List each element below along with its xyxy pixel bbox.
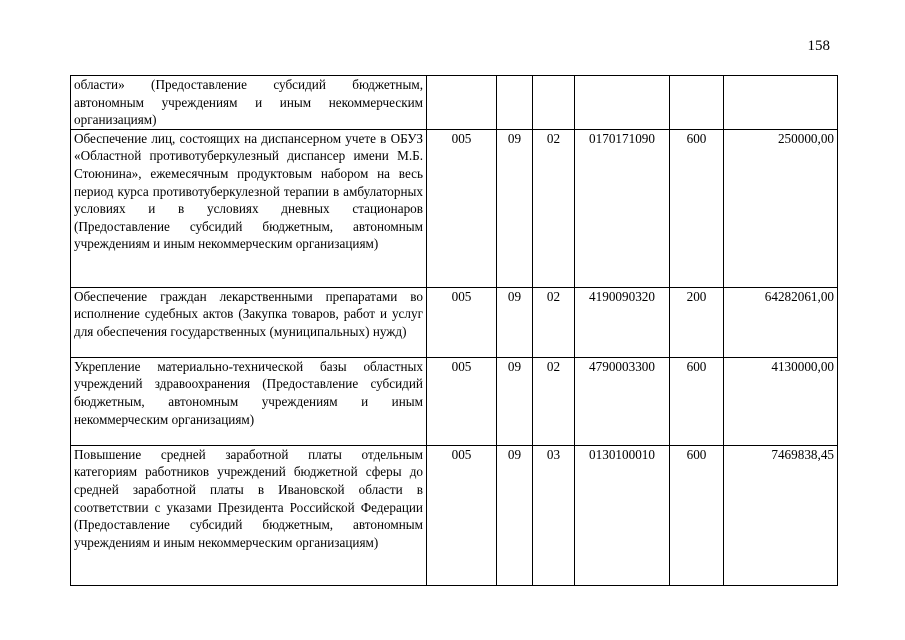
target-article-code: 0130100010 — [575, 445, 670, 585]
table-row — [71, 357, 838, 445]
row-description: Повышение средней заработной платы отдельным категориям работников учреждений бюджетной сферы до средней заработной платы в Ивановской области в соответствии с указами Президента Российской Федерации (Предоставление субсидий бюджетным, автономным учреждениям и иным некоммерческим организациям) — [71, 445, 427, 585]
expense-type-code: 600 — [670, 129, 724, 287]
ministry-code — [427, 76, 497, 130]
target-article-code — [575, 76, 670, 130]
table-row — [71, 287, 838, 357]
ministry-code: 005 — [427, 287, 497, 357]
subsection-code: 02 — [533, 287, 575, 357]
amount — [724, 76, 838, 130]
ministry-code: 005 — [427, 129, 497, 287]
ministry-code: 005 — [427, 445, 497, 585]
subsection-code: 02 — [533, 357, 575, 445]
row-description: Обеспечение лиц, состоящих на диспансерном учете в ОБУЗ «Областной противотуберкулезный диспансер имени М.Б. Стоюнина», ежемесячным продуктовым набором на весь период курса противотуберкулезной терапии в амбулаторных условиях и в условиях дневных стационаров (Предоставление субсидий бюджетным, автономным учреждениям и иным некоммерческим организациям) — [71, 129, 427, 287]
subsection-code: 03 — [533, 445, 575, 585]
expense-type-code: 200 — [670, 287, 724, 357]
subsection-code — [533, 76, 575, 130]
amount: 250000,00 — [724, 129, 838, 287]
amount: 64282061,00 — [724, 287, 838, 357]
section-code: 09 — [497, 445, 533, 585]
table-row — [71, 445, 838, 585]
amount: 7469838,45 — [724, 445, 838, 585]
target-article-code: 4790003300 — [575, 357, 670, 445]
section-code: 09 — [497, 287, 533, 357]
subsection-code: 02 — [533, 129, 575, 287]
section-code — [497, 76, 533, 130]
page-number: 158 — [807, 38, 830, 54]
expense-type-code: 600 — [670, 445, 724, 585]
ministry-code: 005 — [427, 357, 497, 445]
section-code: 09 — [497, 357, 533, 445]
row-description: Обеспечение граждан лекарственными препаратами во исполнение судебных актов (Закупка товаров, работ и услуг для обеспечения государственных (муниципальных) нужд) — [71, 287, 427, 357]
target-article-code: 0170171090 — [575, 129, 670, 287]
target-article-code: 4190090320 — [575, 287, 670, 357]
expense-type-code — [670, 76, 724, 130]
section-code: 09 — [497, 129, 533, 287]
table-row — [71, 129, 838, 287]
amount: 4130000,00 — [724, 357, 838, 445]
row-description: области» (Предоставление субсидий бюджетным, автономным учреждениям и иным некоммерческим организациям) — [71, 76, 427, 130]
table-row — [71, 76, 838, 130]
budget-table — [70, 75, 838, 586]
expense-type-code: 600 — [670, 357, 724, 445]
row-description: Укрепление материально-технической базы областных учреждений здравоохранения (Предоставление субсидий бюджетным, автономным учреждениям и иным некоммерческим организациям) — [71, 357, 427, 445]
